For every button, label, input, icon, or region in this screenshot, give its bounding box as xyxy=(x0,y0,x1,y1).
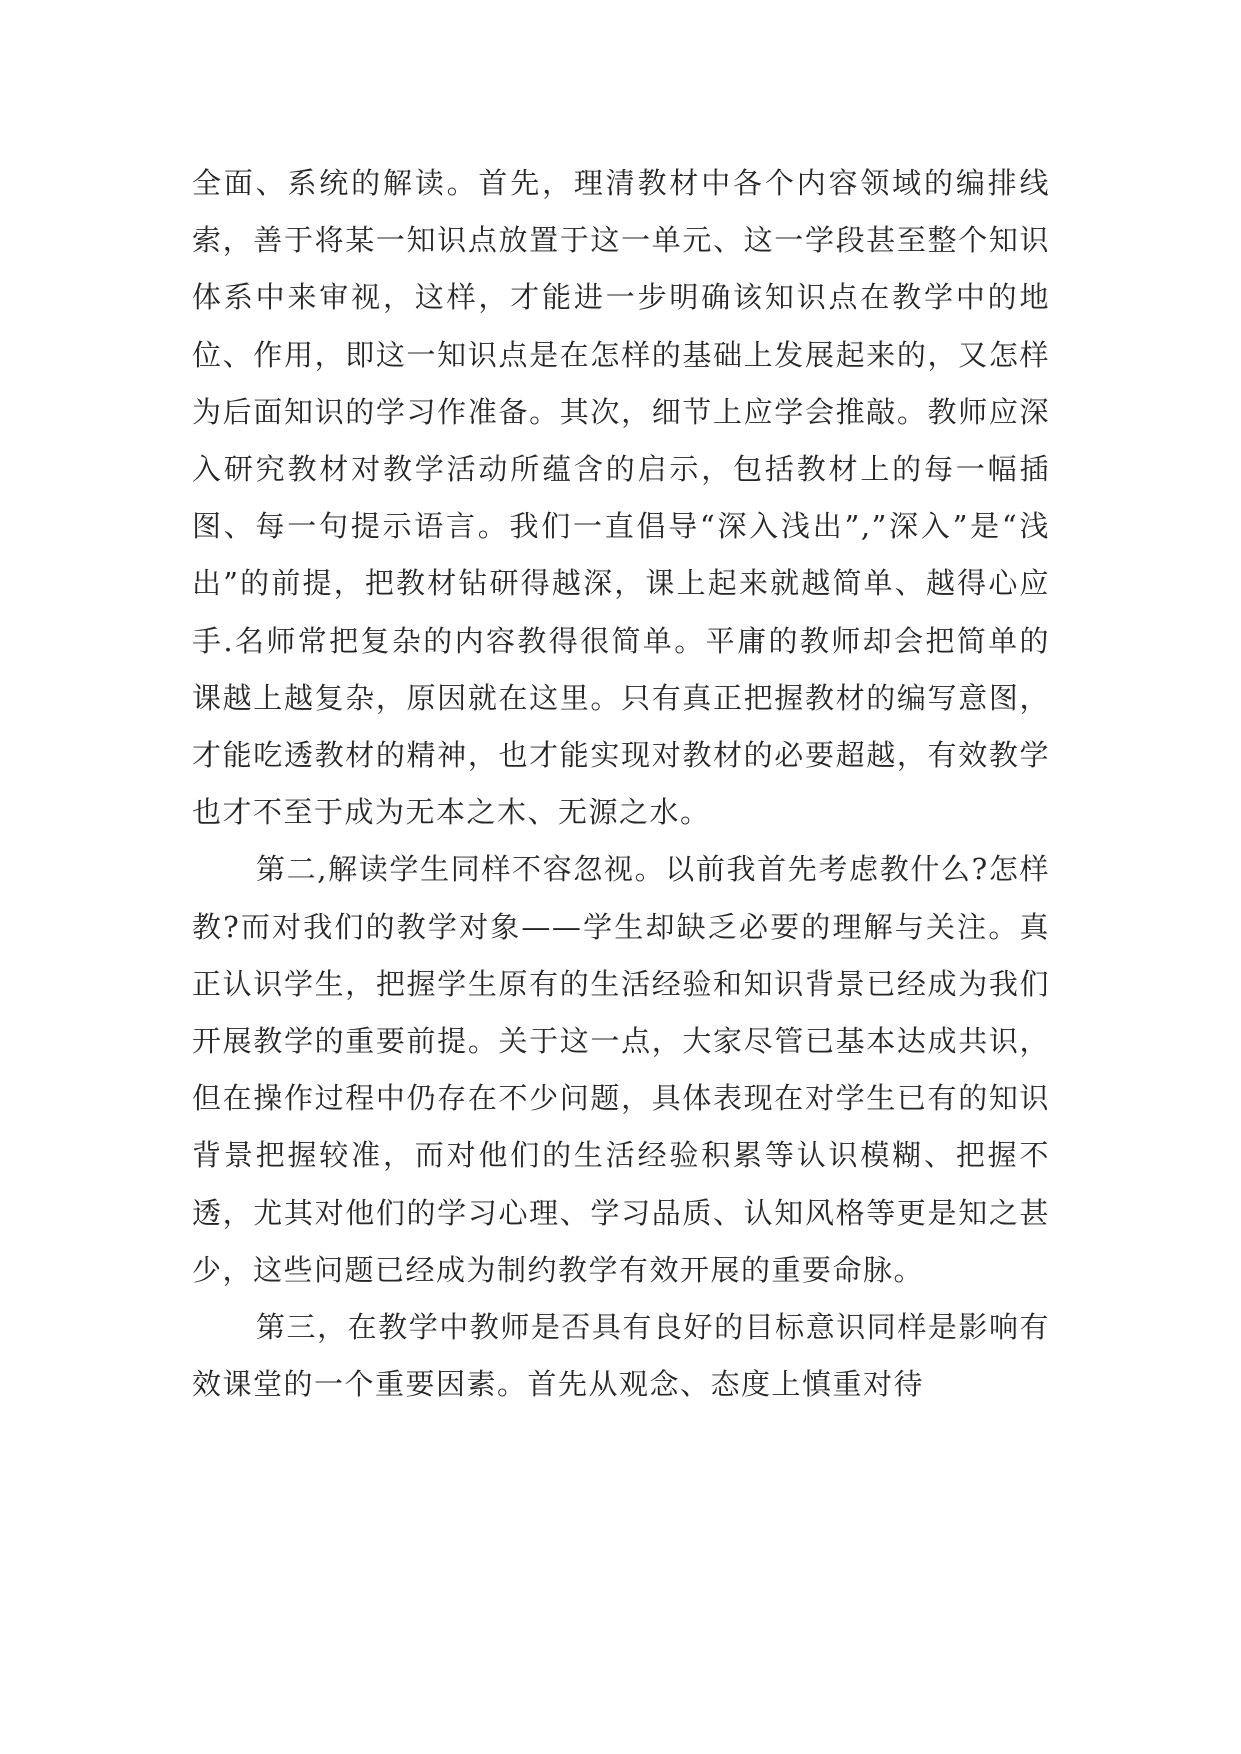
paragraph-3: 第三，在教学中教师是否具有良好的目标意识同样是影响有效课堂的一个重要因素。首先从观念、态度上慎重对待 xyxy=(192,1310,1050,1402)
paragraph-1: 全面、系统的解读。首先，理清教材中各个内容领域的编排线索，善于将某一知识点放置于这一单元、这一学段甚至整个知识体系中来审视，这样，才能进一步明确该知识点在教学中的地位、作用，即这一知识点是在怎样的基础上发展起来的，又怎样为后面知识的学习作准备。其次，细节上应学会推敲。教师应深入研究教材对教学活动所蕴含的启示，包括教材上的每一幅插图、每一句提示语言。我们一直倡导“深入浅出”,”深入”是“浅出”的前提，把教材钻研得越深，课上起来就越简单、越得心应手.名师常把复杂的内容教得很简单。平庸的教师却会把简单的课越上越复杂，原因就在这里。只有真正把握教材的编写意图，才能吃透教材的精神，也才能实现对教材的必要超越，有效教学也才不至于成为无本之木、无源之水。 xyxy=(192,166,1050,830)
paragraph-2: 第二,解读学生同样不容忽视。以前我首先考虑教什么?怎样教?而对我们的教学对象——学生却缺乏必要的理解与关注。真正认识学生，把握学生原有的生活经验和知识背景已经成为我们开展教学的重要前提。关于这一点，大家尽管已基本达成共识，但在操作过程中仍存在不少问题，具体表现在对学生已有的知识背景把握较准，而对他们的生活经验积累等认识模糊、把握不透，尤其对他们的学习心理、学习品质、认知风格等更是知之甚少，这些问题已经成为制约教学有效开展的重要命脉。 xyxy=(192,852,1050,1287)
document-page xyxy=(192,155,1050,1413)
